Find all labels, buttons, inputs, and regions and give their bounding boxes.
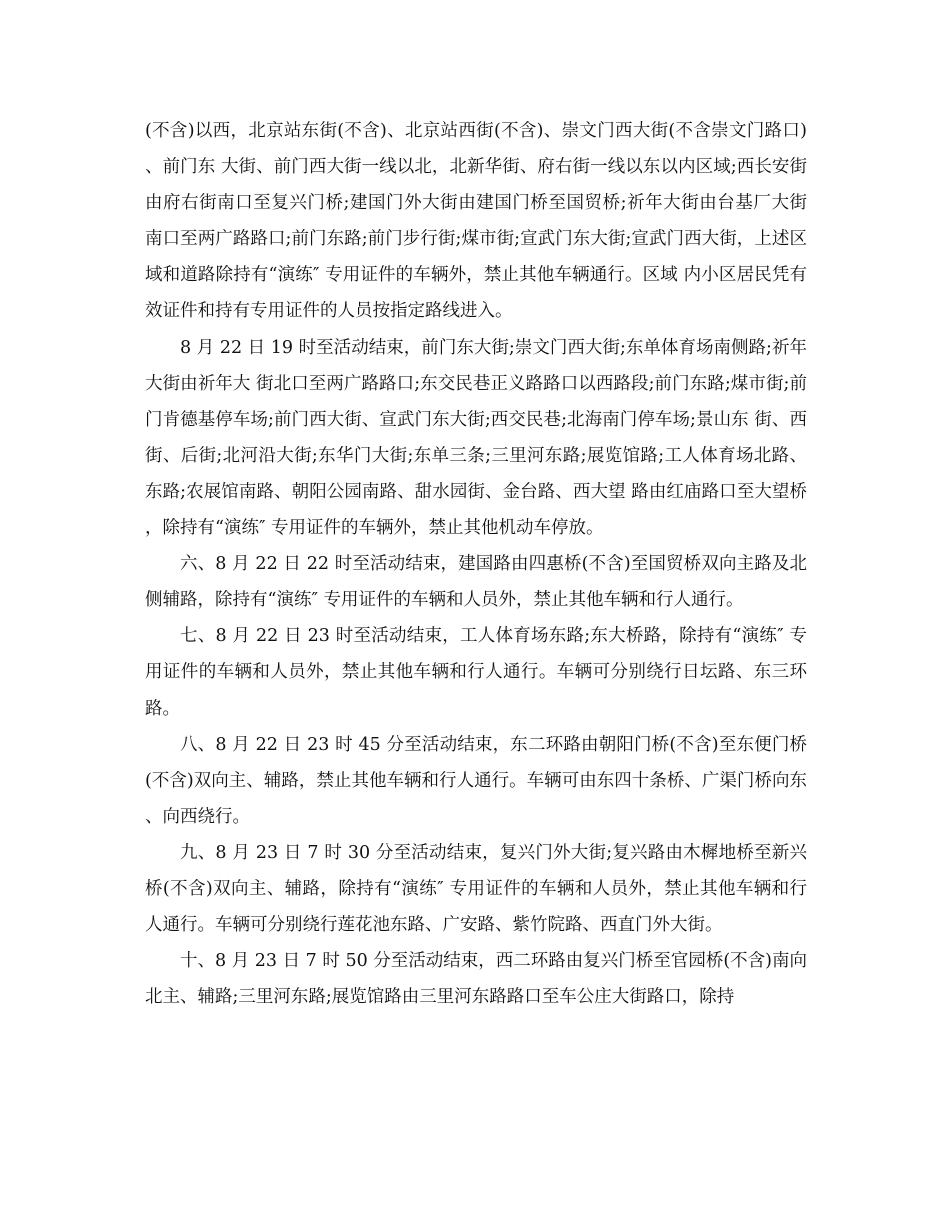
- paragraph-item-9: 九、8 月 23 日 7 时 30 分至活动结束，复兴门外大街;复兴路由木樨地桥至新兴桥(不含)双向主、辅路，除持有“演练″ 专用证件的车辆和人员外，禁止其他车辆和行人通行。车辆可分别绕行莲花池东路、广安路、紫竹院路、西直门外大街。: [145, 842, 807, 936]
- document-body: [145, 113, 807, 1015]
- paragraph-aug22-parking: 8 月 22 日 19 时至活动结束，前门东大街;崇文门西大街;东单体育场南侧路;祈年大街由祈年大 街北口至两广路路口;东交民巷正义路路口以西路段;前门东路;煤市街;前门肯德基停车场;前门西大街、宣武门东大街;西交民巷;北海南门停车场;景山东 街、西街、后街;北河沿大街;东华门大街;东单三条;三里河东路;展览馆路;工人体育场北路、东路;农展馆南路、朝阳公园南路、甜水园街、金台路、西大望 路由红庙路口至大望桥，除持有“演练″ 专用证件的车辆外，禁止其他机动车停放。: [145, 337, 807, 539]
- paragraph-continued: (不含)以西，北京站东街(不含)、北京站西街(不含)、崇文门西大街(不含崇文门路口)、前门东 大街、前门西大街一线以北，北新华街、府右街一线以东以内区域;西长安街由府右街南口至复兴门桥;建国门外大街由建国门桥至国贸桥;祈年大街由台基厂大街 南口至两广路路口;前门东路;前门步行街;煤市街;宣武门东大街;宣武门西大街，上述区域和道路除持有“演练″ 专用证件的车辆外，禁止其他车辆通行。区域 内小区居民凭有效证件和持有专用证件的人员按指定路线进入。: [145, 121, 807, 322]
- paragraph-item-8: 八、8 月 22 日 23 时 45 分至活动结束，东二环路由朝阳门桥(不含)至东便门桥(不含)双向主、辅路，禁止其他车辆和行人通行。车辆可由东四十条桥、广渠门桥向东、向西绕行。: [145, 734, 807, 827]
- paragraph-item-6: 六、8 月 22 日 22 时至活动结束，建国路由四惠桥(不含)至国贸桥双向主路及北侧辅路，除持有“演练″ 专用证件的车辆和人员外，禁止其他车辆和行人通行。: [145, 554, 807, 611]
- paragraph-item-7: 七、8 月 22 日 23 时至活动结束，工人体育场东路;东大桥路，除持有“演练″ 专用证件的车辆和人员外，禁止其他车辆和行人通行。车辆可分别绕行日坛路、东三环路。: [145, 626, 807, 719]
- paragraph-item-10: 十、8 月 23 日 7 时 50 分至活动结束，西二环路由复兴门桥至官园桥(不含)南向北主、辅路;三里河东路;展览馆路由三里河东路路口至车公庄大街路口，除持: [145, 951, 807, 1008]
